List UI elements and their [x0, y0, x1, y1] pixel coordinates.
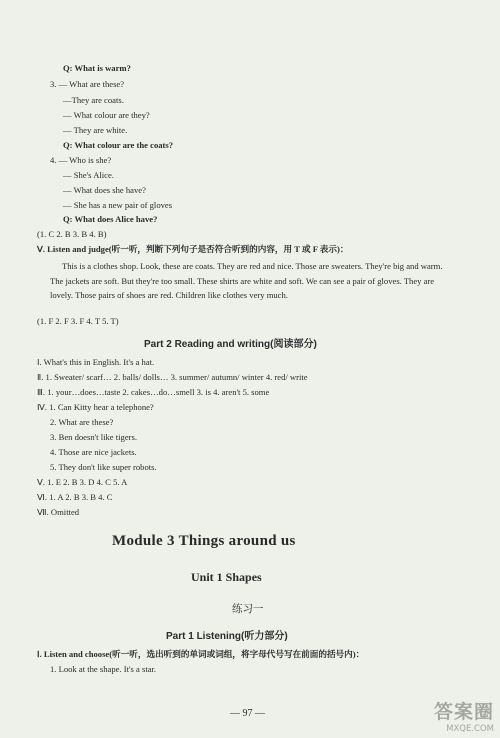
answer-line: Ⅵ. 1. A 2. B 3. B 4. C: [37, 492, 113, 502]
answer-key: (1. F 2. F 3. F 4. T 5. T): [37, 316, 119, 326]
answer-line: —They are coats.: [63, 95, 124, 105]
answer-line: — What does she have?: [63, 185, 146, 195]
answer-line: — What colour are they?: [63, 110, 150, 120]
question-line: Q: What is warm?: [63, 63, 131, 73]
answer-line: Ⅱ. 1. Sweater/ scarf… 2. balls/ dolls… 3. summer/ autumn/ winter 4. red/ write: [37, 372, 308, 382]
section-instruction: Ⅴ. Listen and judge(听一听，判断下列句子是否符合听到的内容，用 T 或 F 表示)：: [37, 244, 349, 254]
exercise-title: 练习一: [232, 603, 264, 615]
answer-line: 4. Those are nice jackets.: [50, 447, 137, 457]
listening-passage: This is a clothes shop. Look, these are coats. They are red and nice. Those are sweaters. They're big and warm. The jackets are soft. But they're too small. These shirts are white and soft. We can see a pair of gloves. They are lovely. Those pairs of shoes are red. Children like clothes very much.: [50, 261, 443, 300]
page-number: — 97 —: [230, 708, 265, 719]
answer-line: Ⅴ. 1. E 2. B 3. D 4. C 5. A: [37, 477, 128, 487]
answer-line: 3. Ben doesn't like tigers.: [50, 432, 137, 442]
answer-line: Ⅲ. 1. your…does…taste 2. cakes…do…smell 3. is 4. aren't 5. some: [37, 387, 270, 397]
answer-line: — She has a new pair of gloves: [63, 200, 173, 210]
answer-line: Ⅶ. Omitted: [37, 507, 80, 517]
unit-title: Unit 1 Shapes: [191, 570, 262, 584]
answer-line: 2. What are these?: [50, 417, 114, 427]
answer-line: — She's Alice.: [63, 170, 114, 180]
part-heading: Part 2 Reading and writing(阅读部分): [144, 339, 317, 350]
answer-line: Ⅰ. What's this in English. It's a hat.: [37, 357, 155, 367]
question-line: Q: What colour are the coats?: [63, 140, 174, 150]
answer-line: Ⅳ. 1. Can Kitty hear a telephone?: [37, 402, 154, 412]
answer-line: 3. — What are these?: [50, 79, 125, 89]
answer-line: 4. — Who is she?: [50, 155, 112, 165]
question-line: Q: What does Alice have?: [63, 214, 158, 224]
answer-line: 1. Look at the shape. It's a star.: [50, 664, 157, 674]
watermark-logo: 答案圈 MXQE.COM: [433, 701, 494, 734]
answer-key: (1. C 2. B 3. B 4. B): [37, 229, 107, 239]
answer-line: — They are white.: [63, 125, 128, 135]
module-title: Module 3 Things around us: [112, 533, 296, 549]
part-heading: Part 1 Listening(听力部分): [166, 631, 288, 642]
answer-line: 5. They don't like super robots.: [50, 462, 157, 472]
section-instruction: Ⅰ. Listen and choose(听一听，选出听到的单词或词组，将字母代号写在前面的括号内)：: [37, 649, 365, 659]
